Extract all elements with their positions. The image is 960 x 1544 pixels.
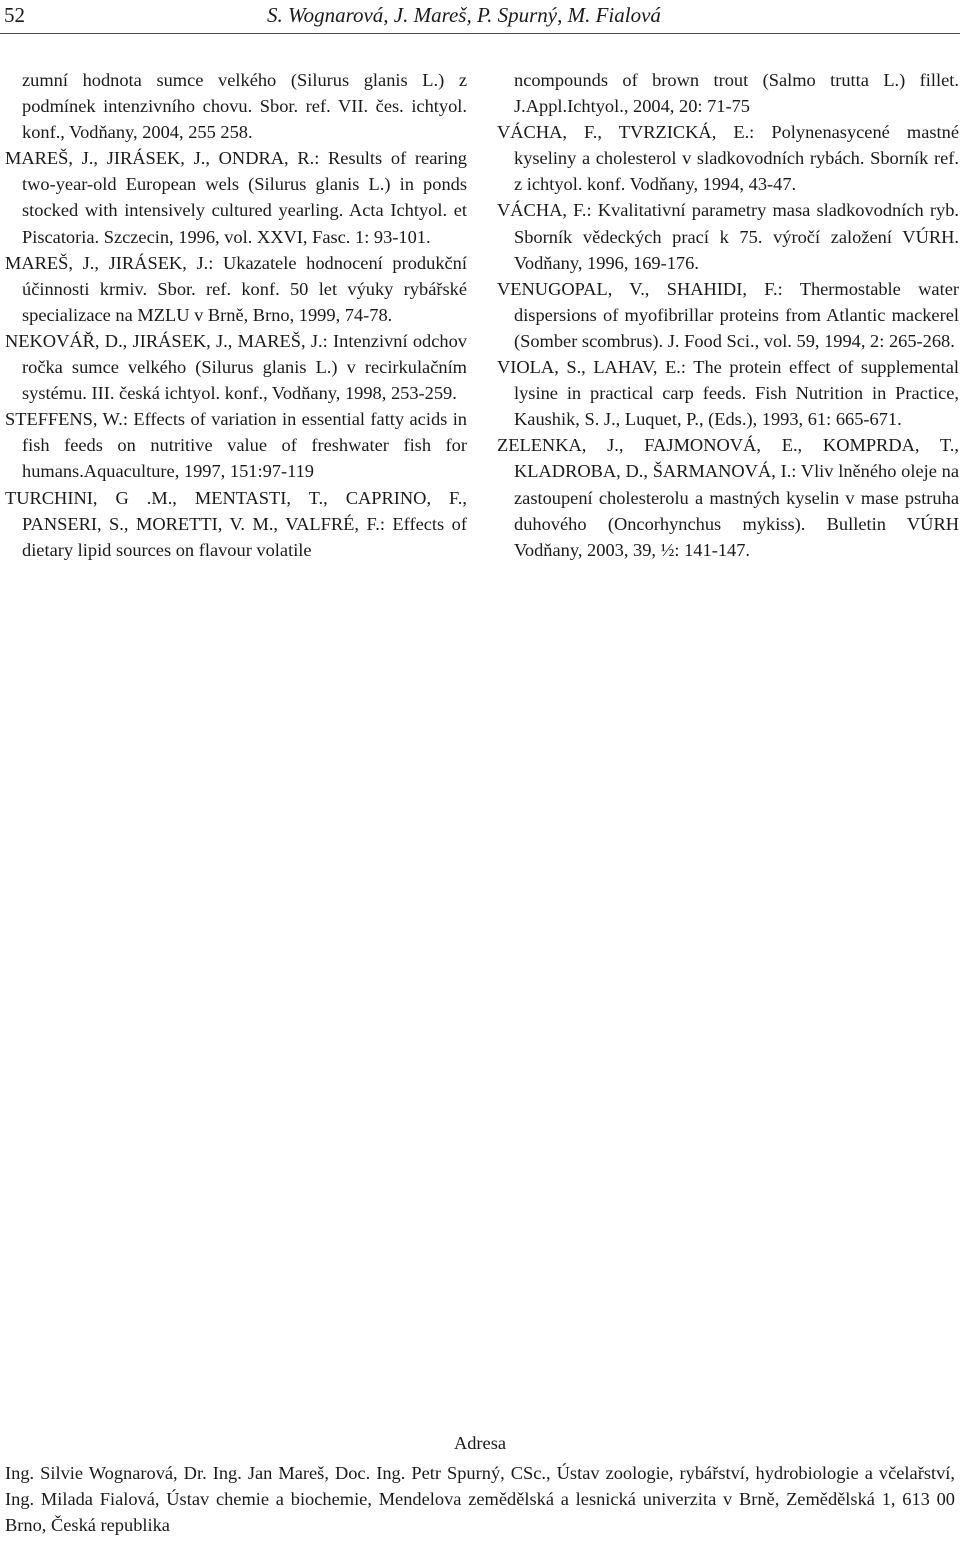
address-text: Ing. Silvie Wognarová, Dr. Ing. Jan Mareš, Doc. Ing. Petr Spurný, CSc., Ústav zoologie, rybářství, hydrobiologie a včelařství, Ing. Milada Fialová, Ústav chemie a biochemie, Mendelova zemědělská a lesnická univerzita v Brně, Zemědělská 1, 613 00 Brno, Česká republika — [5, 1463, 955, 1536]
page-number: 52 — [4, 3, 25, 27]
page-header — [0, 0, 960, 40]
address-block — [5, 1430, 955, 1538]
reference-entry: VIOLA, S., LAHAV, E.: The protein effect of supplemental lysine in practical carp feeds. Fish Nutrition in Practice, Kaushik, S. J., Luquet, P., (Eds.), 1993, 61: 665-671. — [497, 357, 959, 430]
reference-continuation: ncompounds of brown trout (Salmo trutta L.) fillet. J.Appl.Ichtyol., 2004, 20: 71-75 — [514, 70, 959, 117]
reference-entry: MAREŠ, J., JIRÁSEK, J.: Ukazatele hodnocení produkční účinnosti krmiv. Sbor. ref. konf. 50 let výuky rybářské specializace na MZLU v Brně, Brno, 1999, 74-78. — [5, 252, 467, 325]
reference-entry: NEKOVÁŘ, D., JIRÁSEK, J., MAREŠ, J.: Intenzivní odchov ročka sumce velkého (Silurus glanis L.) v recirkulačním systému. III. česká ichtyol. konf., Vodňany, 1998, 253-259. — [5, 330, 467, 404]
reference-continuation: zumní hodnota sumce velkého (Silurus glanis L.) z podmínek intenzivního chovu. Sbor. ref. VII. čes. ichtyol. konf., Vodňany, 2004, 255 258. — [22, 70, 467, 143]
reference-entry: MAREŠ, J., JIRÁSEK, J., ONDRA, R.: Results of rearing two-year-old European wels (Silurus glanis L.) in ponds stocked with intensively cultured yearling. Acta Ichtyol. et Piscatoria. Szczecin, 1996, vol. XXVI, Fasc. 1: 93-101. — [5, 148, 467, 247]
address-title: Adresa — [453, 1433, 507, 1453]
reference-entry: ZELENKA, J., FAJMONOVÁ, E., KOMPRDA, T., KLADROBA, D., ŠARMANOVÁ, I.: Vliv lněného oleje na zastoupení cholesterolu a mastných kyselin v mase pstruha duhového (Oncorhynchus mykiss). Bulletin VÚRH Vodňany, 2003, 39, ½: 141-147. — [497, 435, 959, 560]
reference-entry: TURCHINI, G .M., MENTASTI, T., CAPRINO, F., PANSERI, S., MORETTI, V. M., VALFRÉ, F.: Effects of dietary lipid sources on flavour volatile — [5, 487, 467, 560]
reference-entry: VÁCHA, F.: Kvalitativní parametry masa sladkovodních ryb. Sborník vědeckých prací k 75. výročí založení VÚRH. Vodňany, 1996, 169-176. — [497, 200, 959, 273]
reference-entry: VÁCHA, F., TVRZICKÁ, E.: Polynenasycené mastné kyseliny a cholesterol v sladkovodních rybách. Sborník ref. z ichtyol. konf. Vodňany, 1994, 43-47. — [497, 122, 959, 195]
references-left-column — [5, 67, 467, 563]
reference-entry: VENUGOPAL, V., SHAHIDI, F.: Thermostable water dispersions of myofibrillar proteins from Atlantic mackerel (Somber scombrus). J. Food Sci., vol. 59, 1994, 2: 265-268. — [497, 278, 959, 351]
reference-entry: STEFFENS, W.: Effects of variation in essential fatty acids in fish feeds on nutritive value of freshwater fish for humans.Aquaculture, 1997, 151:97-119 — [5, 409, 467, 482]
header-rule — [0, 33, 960, 34]
running-head-authors: S. Wognarová, J. Mareš, P. Spurný, M. Fialová — [267, 3, 661, 27]
references-right-column — [497, 67, 959, 563]
